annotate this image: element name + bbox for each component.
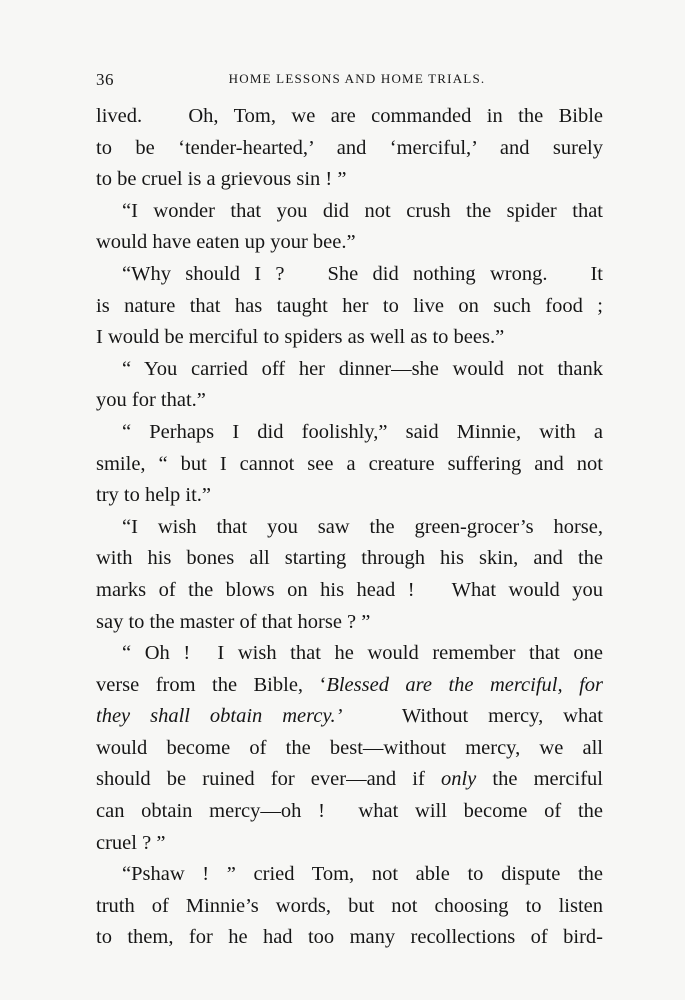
text-line: with his bones all starting through his skin, and the: [96, 547, 603, 570]
page-header: [96, 70, 600, 92]
text-line: is nature that has taught her to live on such food ;: [96, 294, 603, 317]
text-line: marks of the blows on his head ! What would you: [96, 578, 603, 601]
text-line: I would be merciful to spiders as well as to bees.”: [96, 326, 505, 349]
body-text: [96, 101, 603, 954]
text-line: lived. Oh, Tom, we are commanded in the Bible: [96, 105, 603, 127]
text-line: “ Perhaps I did foolishly,” said Minnie, with a: [122, 420, 603, 443]
text-line: would have eaten up your bee.”: [96, 231, 356, 254]
text-line: they shall obtain mercy.’ Without mercy, what: [96, 705, 603, 728]
text-line: cruel ? ”: [96, 831, 166, 854]
text-line: “Pshaw ! ” cried Tom, not able to dispute the: [122, 863, 603, 886]
text-line: to be cruel is a grievous sin ! ”: [96, 168, 347, 191]
text-line: “I wish that you saw the green-grocer’s horse,: [122, 515, 603, 538]
running-head: HOME LESSONS AND HOME TRIALS.: [228, 71, 486, 86]
text-line: say to the master of that horse ? ”: [96, 610, 371, 633]
text-line: should be ruined for ever—and if only the merciful: [96, 768, 603, 791]
text-line: verse from the Bible, ‘Blessed are the merciful, for: [96, 673, 603, 696]
text-line: to them, for he had too many recollections of bird-: [96, 926, 603, 949]
text-line: smile, “ but I cannot see a creature suffering and not: [96, 452, 603, 475]
text-line: you for that.”: [96, 389, 206, 412]
text-line: “I wonder that you did not crush the spider that: [122, 199, 603, 222]
text-line: would become of the best—without mercy, we all: [96, 736, 603, 759]
text-line: try to help it.”: [96, 484, 212, 507]
text-line: “ Oh ! I wish that he would remember that one: [122, 642, 603, 665]
page-number: 36: [96, 70, 114, 89]
text-line: “ You carried off her dinner—she would not thank: [122, 357, 603, 380]
text-line: truth of Minnie’s words, but not choosing to listen: [96, 894, 603, 917]
text-line: “Why should I ? She did nothing wrong. It: [122, 262, 603, 285]
text-line: can obtain mercy—oh ! what will become of the: [96, 800, 603, 823]
text-line: to be ‘tender-hearted,’ and ‘merciful,’ and surely: [96, 136, 603, 159]
